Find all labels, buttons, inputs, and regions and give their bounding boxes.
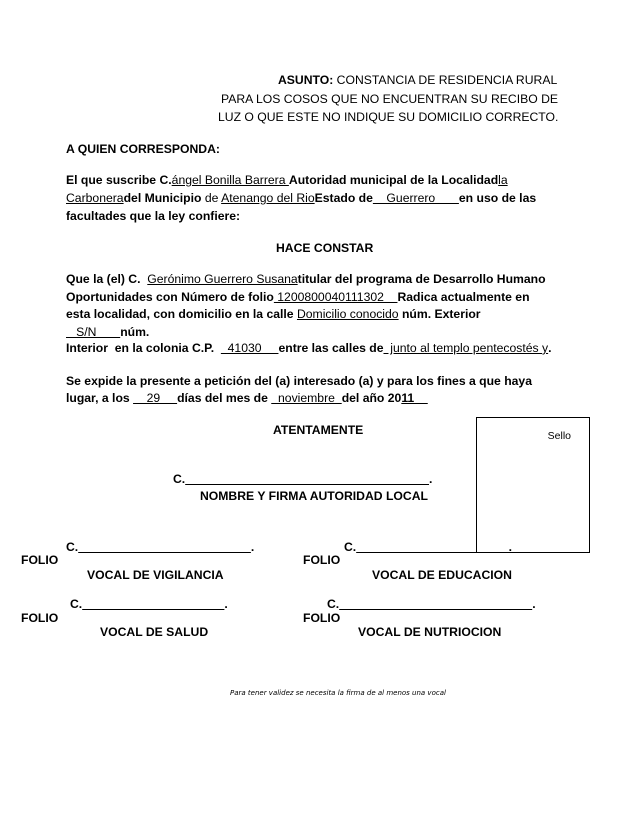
street-address: Domicilio conocido xyxy=(296,307,399,321)
p2-line-1 xyxy=(66,271,546,287)
asunto-line-3: LUZ O QUE ESTE NO INDIQUE SU DOMICILIO CORRECTO. xyxy=(218,110,559,124)
seal-label: Sello xyxy=(547,430,571,442)
exterior-number: S/N xyxy=(66,325,121,339)
p1-line-3: facultades que la ley confiere: xyxy=(66,209,241,223)
estado-name: Guerrero xyxy=(372,191,459,205)
vocal-salud-prefix: C. xyxy=(70,597,83,611)
between-streets: junto al templo pentecostés xyxy=(383,341,543,355)
p1-text-6: en uso de las xyxy=(458,191,537,205)
p2-line-5 xyxy=(66,340,552,356)
p2-text-8: Interior en la colonia C.P. xyxy=(66,341,221,355)
vocal-nutricion-folio: FOLIO xyxy=(303,611,341,625)
p2-text-7: núm. xyxy=(120,325,150,339)
month-value: noviembre xyxy=(271,391,342,405)
vocal-salud-label: VOCAL DE SALUD xyxy=(100,625,209,639)
p2-text-3: Oportunidades con Número de folio xyxy=(66,290,274,304)
vocal-nutricion-prefix: C. xyxy=(327,597,340,611)
p3-line-1: Se expide la presente a petición del (a) interesado (a) y para los fines a que haya xyxy=(66,374,532,388)
authority-signature-line xyxy=(173,471,432,487)
p2-text-11: . xyxy=(548,341,552,355)
p3-text-4: del año 20 xyxy=(341,391,402,405)
vocal-salud-line xyxy=(70,596,228,612)
folio-number: 1200800040111302 xyxy=(273,290,398,304)
validity-note: Para tener validez se necesita la firma de al menos una vocal xyxy=(230,689,446,697)
vocal-educacion-dot: . xyxy=(508,540,512,554)
vocal-vigilancia-dot: . xyxy=(250,540,255,554)
p3-line-2 xyxy=(66,390,428,406)
p1-text-4: de xyxy=(201,191,222,205)
vocal-educacion-label: VOCAL DE EDUCACION xyxy=(372,568,512,582)
vocal-educacion-prefix: C. xyxy=(344,540,357,554)
locality-part-1: la xyxy=(498,173,508,187)
day-value: 29 xyxy=(133,391,178,405)
p2-text-1: Que la (el) C. xyxy=(66,272,148,286)
p2-text-6: núm. Exterior xyxy=(398,307,481,321)
p1-line-1 xyxy=(66,172,508,188)
vocal-salud-folio: FOLIO xyxy=(21,611,59,625)
vocal-nutricion-dot: . xyxy=(532,597,536,611)
signature-prefix: C. xyxy=(173,472,186,486)
greeting: A QUIEN CORRESPONDA: xyxy=(66,142,220,156)
seal-box xyxy=(476,417,590,553)
year-value: 11 xyxy=(401,391,428,405)
hace-constar-heading: HACE CONSTAR xyxy=(276,241,374,255)
vocal-educacion-folio: FOLIO xyxy=(303,553,341,567)
vocal-nutricion-label: VOCAL DE NUTRIOCION xyxy=(358,625,502,639)
asunto-text-1: CONSTANCIA DE RESIDENCIA RURAL xyxy=(333,73,558,87)
vocal-vigilancia-prefix: C. xyxy=(66,540,79,554)
p2-text-4: Radica actualmente en xyxy=(397,290,530,304)
p1-text-3: del Municipio xyxy=(123,191,202,205)
locality-part-2: Carbonera xyxy=(66,191,124,205)
municipio-name: Atenango del Rio xyxy=(221,191,315,205)
vocal-educacion-line xyxy=(344,539,512,555)
p1-text-5: Estado de xyxy=(314,191,373,205)
p1-text-2: Autoridad municipal de la Localidad xyxy=(288,173,499,187)
vocal-vigilancia-label: VOCAL DE VIGILANCIA xyxy=(87,568,224,582)
vocal-nutricion-blank xyxy=(339,597,532,611)
asunto-line-2: PARA LOS COSOS QUE NO ENCUENTRAN SU RECIBO DE xyxy=(221,92,559,106)
beneficiary-name: Gerónimo Guerrero Susana xyxy=(147,272,298,286)
p2-line-2 xyxy=(66,289,530,305)
p2-line-4 xyxy=(66,324,149,340)
vocal-vigilancia-folio: FOLIO xyxy=(21,553,59,567)
vocal-salud-blank xyxy=(82,597,224,611)
signature-suffix: . xyxy=(429,472,433,486)
vocal-vigilancia-line xyxy=(66,539,254,555)
vocal-vigilancia-blank xyxy=(78,540,251,554)
p3-text-3: días del mes de xyxy=(177,391,272,405)
p1-text-1: El que suscribe C. xyxy=(66,173,172,187)
asunto-label: ASUNTO: xyxy=(278,73,334,87)
p3-text-2: lugar, a los xyxy=(66,391,134,405)
p2-line-3 xyxy=(66,306,481,322)
postal-code: 41030 xyxy=(220,341,279,355)
p2-text-10: y xyxy=(542,341,549,355)
authority-signature-label: NOMBRE Y FIRMA AUTORIDAD LOCAL xyxy=(200,489,428,503)
vocal-nutricion-line xyxy=(327,596,536,612)
asunto-line-1 xyxy=(278,72,557,88)
vocal-educacion-blank xyxy=(356,540,508,554)
authority-name: ángel Bonilla Barrera xyxy=(171,173,289,187)
p2-text-5: esta localidad, con domicilio en la calle xyxy=(66,307,297,321)
vocal-salud-dot: . xyxy=(224,597,228,611)
p2-text-9: entre las calles de xyxy=(278,341,384,355)
p1-line-2 xyxy=(66,190,536,206)
atentamente-heading: ATENTAMENTE xyxy=(273,423,364,437)
p2-text-2: titular del programa de Desarrollo Humano xyxy=(297,272,546,286)
signature-blank xyxy=(185,472,429,486)
